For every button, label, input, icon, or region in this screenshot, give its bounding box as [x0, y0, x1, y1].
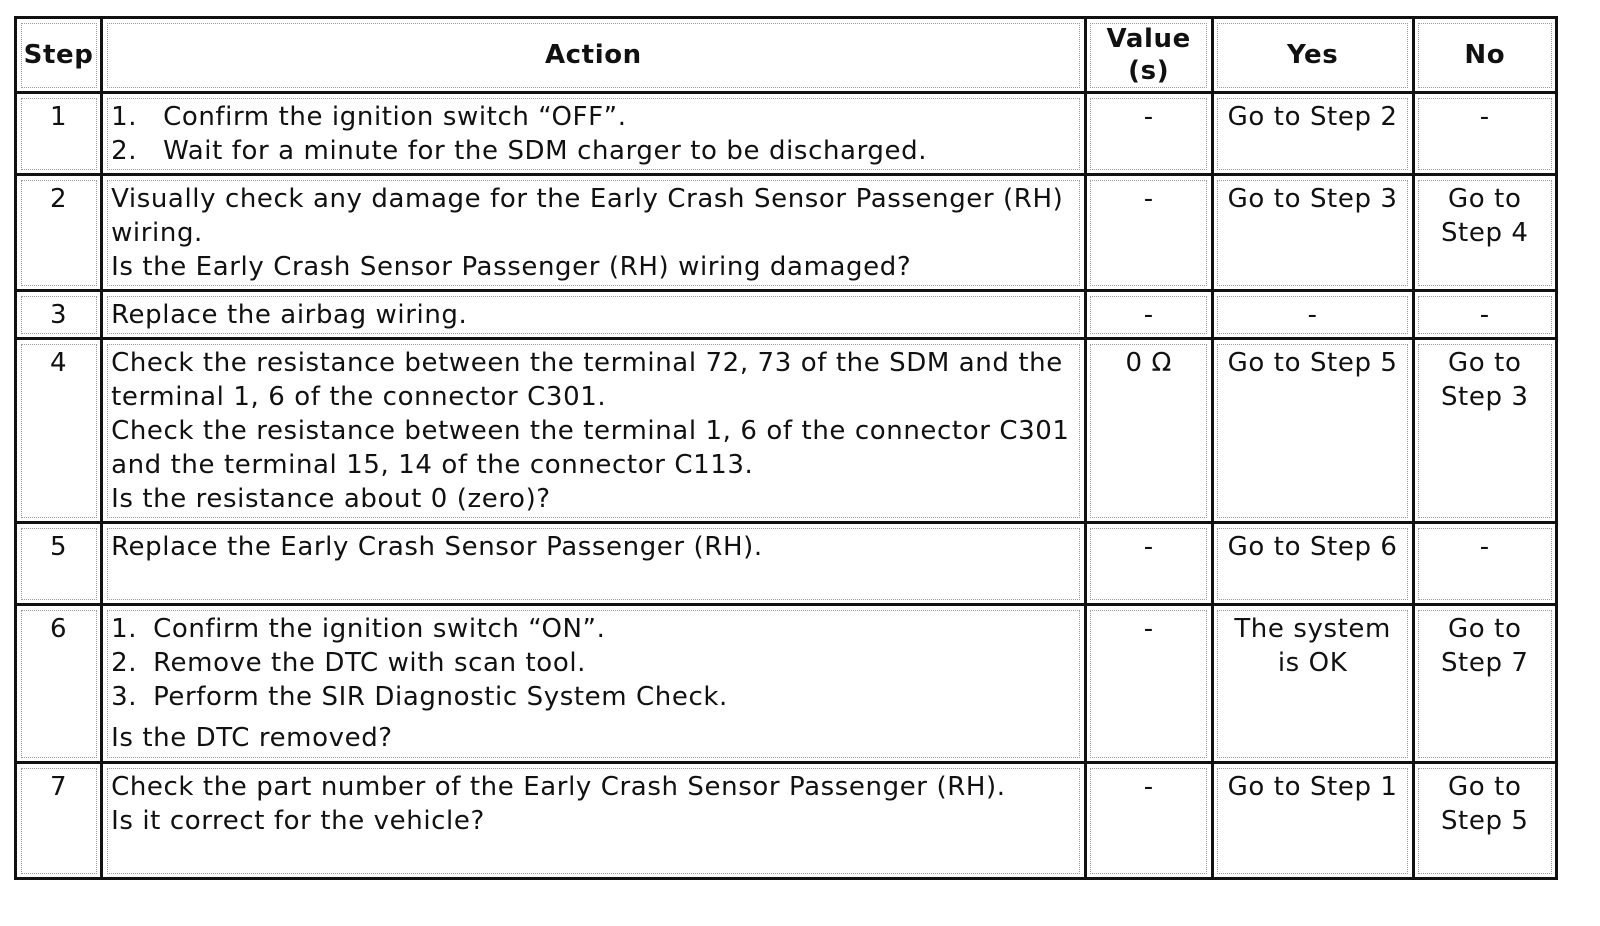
yes-cell: -: [1212, 291, 1413, 339]
header-yes: Yes: [1212, 18, 1413, 93]
list-number: 1.: [111, 102, 138, 132]
value-cell: -: [1085, 175, 1212, 291]
action-list-item: [111, 134, 1076, 168]
step-number: 3: [16, 291, 102, 339]
value-cell: -: [1085, 93, 1212, 175]
step-number: 7: [16, 763, 102, 879]
value-cell: -: [1085, 763, 1212, 879]
step-number: 6: [16, 605, 102, 763]
step-number: 2: [16, 175, 102, 291]
action-list-item: [111, 612, 1076, 646]
action-line: Replace the Early Crash Sensor Passenger (RH).: [111, 532, 763, 562]
list-number: 2.: [111, 136, 138, 166]
list-number: 3.: [111, 682, 138, 712]
step-number: 4: [16, 339, 102, 523]
no-cell: Go to Step 5: [1413, 763, 1556, 879]
no-cell: -: [1413, 523, 1556, 605]
value-cell: 0 Ω: [1085, 339, 1212, 523]
action-cell: [102, 175, 1086, 291]
list-number: 2.: [111, 648, 138, 678]
table-row-step-4: [16, 339, 1557, 523]
no-cell: -: [1413, 93, 1556, 175]
yes-cell: Go to Step 3: [1212, 175, 1413, 291]
action-list-item: [111, 646, 1076, 680]
list-number: 1.: [111, 614, 138, 644]
table-row-step-2: [16, 175, 1557, 291]
yes-cell: Go to Step 2: [1212, 93, 1413, 175]
action-line: Check the resistance between the terminal 1, 6 of the connector C301 and the terminal 15, 14 of the connector C113.: [111, 416, 1070, 480]
yes-cell: Go to Step 1: [1212, 763, 1413, 879]
diagnostic-table-container: [14, 16, 1558, 880]
action-question: Is the Early Crash Sensor Passenger (RH) wiring damaged?: [111, 252, 912, 282]
value-cell: -: [1085, 523, 1212, 605]
step-number: 5: [16, 523, 102, 605]
action-cell: [102, 93, 1086, 175]
list-text: Confirm the ignition switch “OFF”.: [163, 102, 627, 132]
no-cell: Go to Step 4: [1413, 175, 1556, 291]
header-step: Step: [16, 18, 102, 93]
list-text: Remove the DTC with scan tool.: [153, 648, 587, 678]
action-question: Is the DTC removed?: [111, 723, 393, 753]
yes-cell: The system is OK: [1212, 605, 1413, 763]
action-line: Check the resistance between the terminal 72, 73 of the SDM and the terminal 1, 6 of the connector C301.: [111, 348, 1063, 412]
action-question: Is the resistance about 0 (zero)?: [111, 484, 551, 514]
list-text: Confirm the ignition switch “ON”.: [153, 614, 606, 644]
header-action: Action: [102, 18, 1086, 93]
action-line: Replace the airbag wiring.: [111, 300, 468, 330]
header-value: Value (s): [1085, 18, 1212, 93]
diagnostic-table: [14, 16, 1558, 880]
action-list-item: [111, 680, 1076, 714]
table-row-step-7: [16, 763, 1557, 879]
table-row-step-1: [16, 93, 1557, 175]
no-cell: Go to Step 7: [1413, 605, 1556, 763]
action-line: Check the part number of the Early Crash Sensor Passenger (RH).: [111, 772, 1006, 802]
action-cell: [102, 605, 1086, 763]
header-row: [16, 18, 1557, 93]
action-list-item: [111, 100, 1076, 134]
list-text: Perform the SIR Diagnostic System Check.: [153, 682, 728, 712]
yes-cell: Go to Step 6: [1212, 523, 1413, 605]
action-cell: [102, 763, 1086, 879]
action-cell: [102, 291, 1086, 339]
header-no: No: [1413, 18, 1556, 93]
action-cell: [102, 523, 1086, 605]
no-cell: -: [1413, 291, 1556, 339]
table-row-step-3: [16, 291, 1557, 339]
value-cell: -: [1085, 605, 1212, 763]
list-text: Wait for a minute for the SDM charger to be discharged.: [163, 136, 928, 166]
no-cell: Go to Step 3: [1413, 339, 1556, 523]
value-cell: -: [1085, 291, 1212, 339]
action-line: Visually check any damage for the Early Crash Sensor Passenger (RH) wiring.: [111, 184, 1064, 248]
table-row-step-6: [16, 605, 1557, 763]
action-question: Is it correct for the vehicle?: [111, 806, 485, 836]
action-cell: [102, 339, 1086, 523]
step-number: 1: [16, 93, 102, 175]
yes-cell: Go to Step 5: [1212, 339, 1413, 523]
table-row-step-5: [16, 523, 1557, 605]
